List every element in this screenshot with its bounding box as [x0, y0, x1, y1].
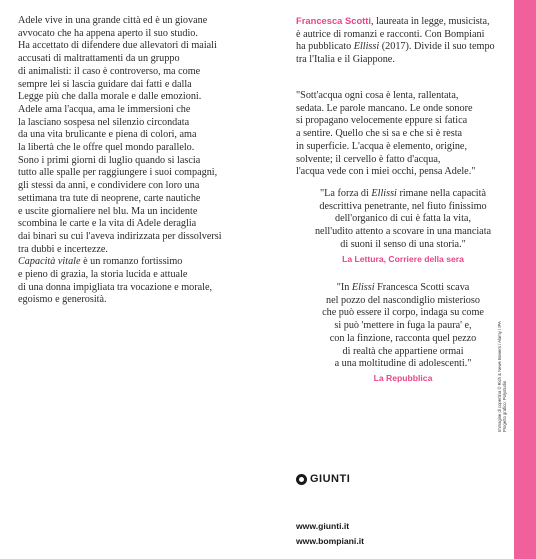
synopsis-line: di una donna impigliata tra vocazione e morale, [18, 281, 213, 293]
synopsis-line: tutto alle spalle per raggiungere i suoi compagni, [18, 167, 218, 179]
quote-line: solvente; il cervello è fatto d'acqua, [296, 153, 441, 165]
publisher-logo [296, 472, 350, 486]
bio-line-rest: , laureata in legge, musicista, [371, 16, 490, 27]
synopsis-line: di animalisti: il caso è controverso, ma come [18, 65, 201, 77]
review-line: di suoni il senso di una storia." [340, 238, 466, 250]
synopsis-line: da una vita brulicante e piena di colori, ama [18, 129, 197, 141]
review-line: che può essere il corpo, indaga su come [322, 307, 484, 319]
review-line: nell'udito attento a scovare in una manciata [314, 226, 492, 238]
synopsis-line: settimana tra tute di neoprene, carte nautiche [18, 192, 201, 204]
synopsis-line: avvocato che ha appena aperto il suo studio. [18, 27, 198, 39]
synopsis-line: Legge più che dalla morale e dalle emozioni. [18, 91, 202, 103]
review-line-post: Francesca Scotti scava [374, 282, 470, 293]
excerpt-quote [296, 90, 510, 179]
quote-line: in superficie. L'acqua è elemento, origine, [296, 140, 467, 152]
quote-line: si propagano velocemente eppure si fatica [296, 115, 468, 127]
quote-line: sedata. Le parole mancano. Le onde sonore [296, 102, 473, 114]
bio-line [296, 41, 510, 54]
synopsis-line: tra dubbi e incertezze. [18, 243, 108, 255]
synopsis-line: la libertà che le offre quel mondo parallelo. [18, 142, 195, 154]
synopsis-line: egoismo e generosità. [18, 294, 107, 306]
synopsis-line: sempre lei si lascia guidare dai fatti e dalla [18, 78, 192, 90]
review-line: si può 'mettere in fuga la paura' e, [334, 320, 472, 332]
review-corriere [296, 188, 510, 265]
synopsis-line: Adele ama l'acqua, ama le immersioni che [18, 103, 191, 115]
credits-line: Immagine di copertina © Rich & Newe Bowers / Alamy / IPA [497, 321, 502, 432]
synopsis-line: la lasciano sospesa nel silenzio circondata [18, 116, 190, 128]
review-book-title: Elissi [351, 282, 375, 293]
review-line: nel pozzo del nascondiglio misterioso [326, 294, 480, 306]
bio-line: tra l'Italia e il Giappone. [296, 54, 395, 66]
book-title: Capacità vitale [18, 256, 81, 268]
review-line: a una moltitudine di adolescenti." [334, 358, 472, 370]
giunti-logo-icon [296, 474, 307, 485]
author-bio [296, 15, 510, 67]
quote-line: l'acqua vede con i miei occhi, pensa Adele." [296, 166, 476, 178]
synopsis-line: Sono i primi giorni di luglio quando si lascia [18, 154, 201, 166]
review-book-title: Ellissi [371, 188, 397, 199]
review-line-post: rimane nella capacità [396, 188, 486, 199]
pink-side-bar [514, 0, 536, 559]
publisher-logo-text: GIUNTI [310, 473, 351, 485]
synopsis-line: scombina le carte e la vita di Adele deraglia [18, 218, 197, 230]
review-line: dell'organico di cui è fatta la vita, [334, 213, 471, 225]
synopsis-line: accusati di maltrattamenti da un gruppo [18, 53, 180, 65]
image-credits [497, 314, 508, 432]
review-line [296, 188, 510, 201]
review-repubblica [296, 282, 510, 385]
website-link-giunti[interactable]: www.giunti.it [296, 521, 350, 531]
review-line: di realtà che appartiene ormai [342, 345, 464, 357]
review-line-pre: "In [336, 282, 352, 293]
review-source: La Repubblica [373, 372, 433, 383]
review-source: La Lettura, Corriere della sera [342, 253, 464, 264]
author-name: Francesca Scotti [296, 15, 372, 26]
synopsis-line: e uscite giornaliere nel blu. Ma un incidente [18, 205, 198, 217]
bio-line: è autrice di romanzi e racconti. Con Bompiani [296, 28, 485, 40]
bio-line-post: (2017). Divide il suo tempo [379, 41, 495, 53]
review-line-pre: "La forza di [320, 188, 372, 199]
synopsis-line: gli stessi da anni, e condividere con loro una [18, 180, 200, 192]
website-link-bompiani[interactable]: www.bompiani.it [296, 536, 364, 546]
bio-line-pre: ha pubblicato [296, 41, 354, 53]
synopsis-line [18, 256, 268, 269]
synopsis-line: e pieno di grazia, la storia lucida e attuale [18, 269, 188, 281]
synopsis-line: dai binari su cui l'aveva indirizzata per dissolversi [18, 230, 222, 242]
review-line [296, 282, 510, 295]
synopsis-line: Adele vive in una grande città ed è un giovane [18, 15, 208, 26]
synopsis-line: Ha accettato di difendere due allevatori di maiali [18, 40, 217, 52]
review-line: con la finzione, racconta quel pezzo [329, 332, 477, 344]
quote-line: a sentire. Quello che si sa e che si è resta [296, 128, 463, 140]
previous-book-title: Ellissi [353, 41, 380, 53]
synopsis-line-rest: è un romanzo fortissimo [80, 256, 183, 268]
credits-line: Progetto grafico: Polystudio [502, 380, 508, 432]
bio-line [296, 15, 510, 29]
review-line: descrittiva penetrante, nel fiuto finissimo [319, 200, 487, 212]
synopsis-text [18, 15, 268, 307]
quote-line: "Sott'acqua ogni cosa è lenta, rallentata, [296, 90, 459, 101]
